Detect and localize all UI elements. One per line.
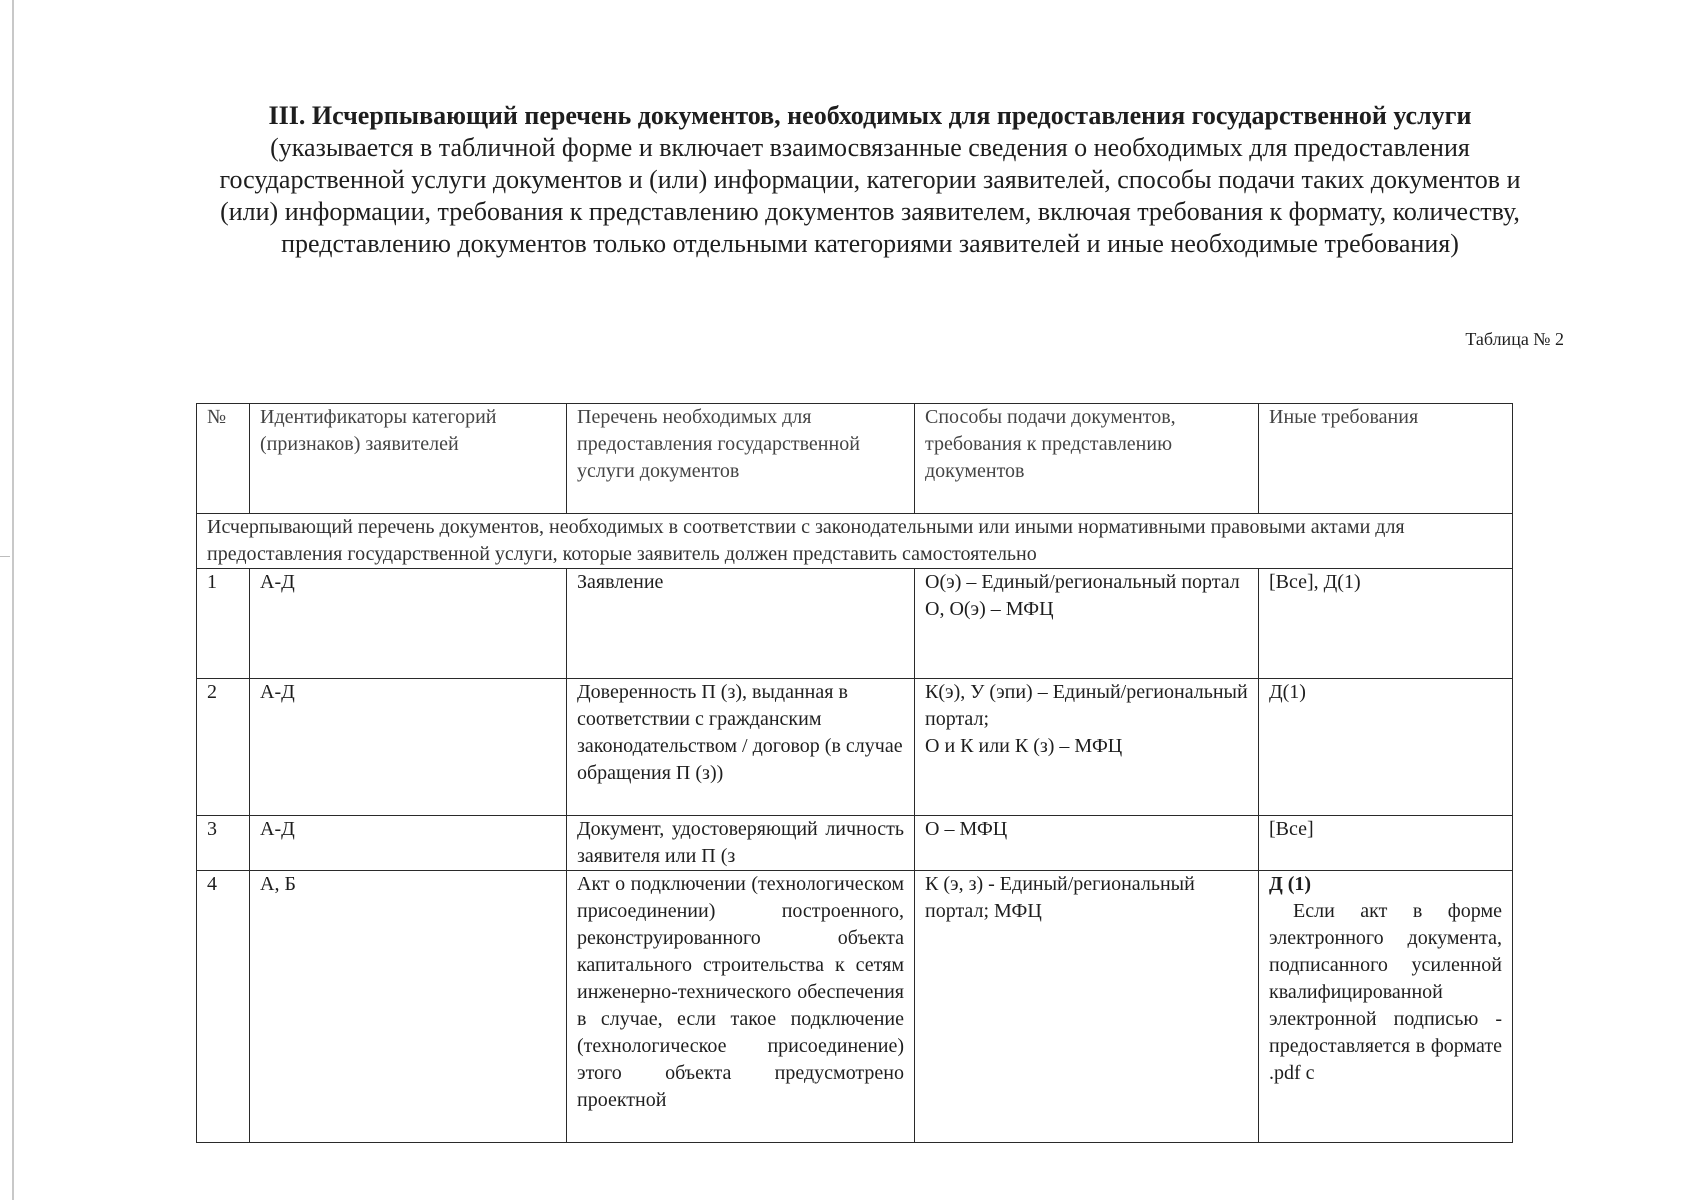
section-title: III. Исчерпывающий перечень документов, необходимых для предоставления государственной услуги <box>268 101 1472 130</box>
page-heading <box>200 100 1540 260</box>
row-document: Документ, удостоверяющий личность заявителя или П (з <box>567 816 915 871</box>
row-other <box>1259 679 1513 816</box>
table-row <box>197 871 1513 1143</box>
header-methods: Способы подачи документов, требования к представлению документов <box>915 404 1259 514</box>
method-line: О(э) – Единый/региональный портал <box>925 571 1240 593</box>
documents-table <box>196 403 1513 1143</box>
row-other <box>1259 871 1513 1143</box>
method-line: О и К или К (з) – МФЦ <box>925 735 1123 757</box>
row-other <box>1259 816 1513 871</box>
row-number: 1 <box>197 569 250 679</box>
row-other <box>1259 569 1513 679</box>
row-methods <box>915 679 1259 816</box>
row-category: А-Д <box>250 679 567 816</box>
header-number: № <box>197 404 250 514</box>
edge-mark <box>0 556 10 557</box>
section-subtitle: (указывается в табличной форме и включает взаимосвязанные сведения о необходимых для предоставления государственной услуги документов и (или) информации, категории заявителей, способы подачи таких документов и (или) информации, требования к представлению документов заявителем, включая требования к формату, количеству, представлению документов только отдельными категориями заявителей и иные необходимые требования) <box>219 133 1521 258</box>
section-row <box>197 514 1513 569</box>
row-number: 4 <box>197 871 250 1143</box>
table-header-row <box>197 404 1513 514</box>
row-methods <box>915 569 1259 679</box>
row-category: А-Д <box>250 816 567 871</box>
row-category: А-Д <box>250 569 567 679</box>
row-document: Акт о подключении (технологическом присоединении) построенного, реконструированного объекта капитального строительства к сетям инженерно-технического обеспечения в случае, если такое подключение (технологическое присоединение) этого объекта предусмотрено проектной <box>567 871 915 1143</box>
table-row <box>197 679 1513 816</box>
header-documents: Перечень необходимых для предоставления государственной услуги документов <box>567 404 915 514</box>
row-number: 3 <box>197 816 250 871</box>
section-row-text: Исчерпывающий перечень документов, необходимых в соответствии с законодательными или иными нормативными правовыми актами для предоставления государственной услуги, которые заявитель должен представить самостоятельно <box>197 514 1513 569</box>
row-methods <box>915 871 1259 1143</box>
row-document: Заявление <box>567 569 915 679</box>
other-line: Д (1) <box>1269 873 1312 895</box>
method-line: О, О(э) – МФЦ <box>925 598 1054 620</box>
row-number: 2 <box>197 679 250 816</box>
header-categories: Идентификаторы категорий (признаков) заявителей <box>250 404 567 514</box>
header-other: Иные требования <box>1259 404 1513 514</box>
table-row <box>197 569 1513 679</box>
other-line: Д(1) <box>1269 681 1306 703</box>
row-document: Доверенность П (з), выданная в соответствии с гражданским законодательством / договор (в случае обращения П (з)) <box>567 679 915 816</box>
page-edge <box>12 0 14 1200</box>
other-line: Если акт в форме электронного документа, подписанного усиленной квалифицированной электронной подписью - предоставляется в формате .pdf с <box>1269 900 1502 1084</box>
row-methods <box>915 816 1259 871</box>
table-number-label: Таблица № 2 <box>1465 329 1564 349</box>
method-line: К (э, з) - Единый/региональный портал; МФЦ <box>925 873 1195 922</box>
table-row <box>197 816 1513 871</box>
row-category: А, Б <box>250 871 567 1143</box>
other-line: [Все], Д(1) <box>1269 571 1361 593</box>
method-line: К(э), У (эпи) – Единый/региональный портал; <box>925 681 1248 730</box>
method-line: О – МФЦ <box>925 818 1008 840</box>
other-line: [Все] <box>1269 818 1314 840</box>
